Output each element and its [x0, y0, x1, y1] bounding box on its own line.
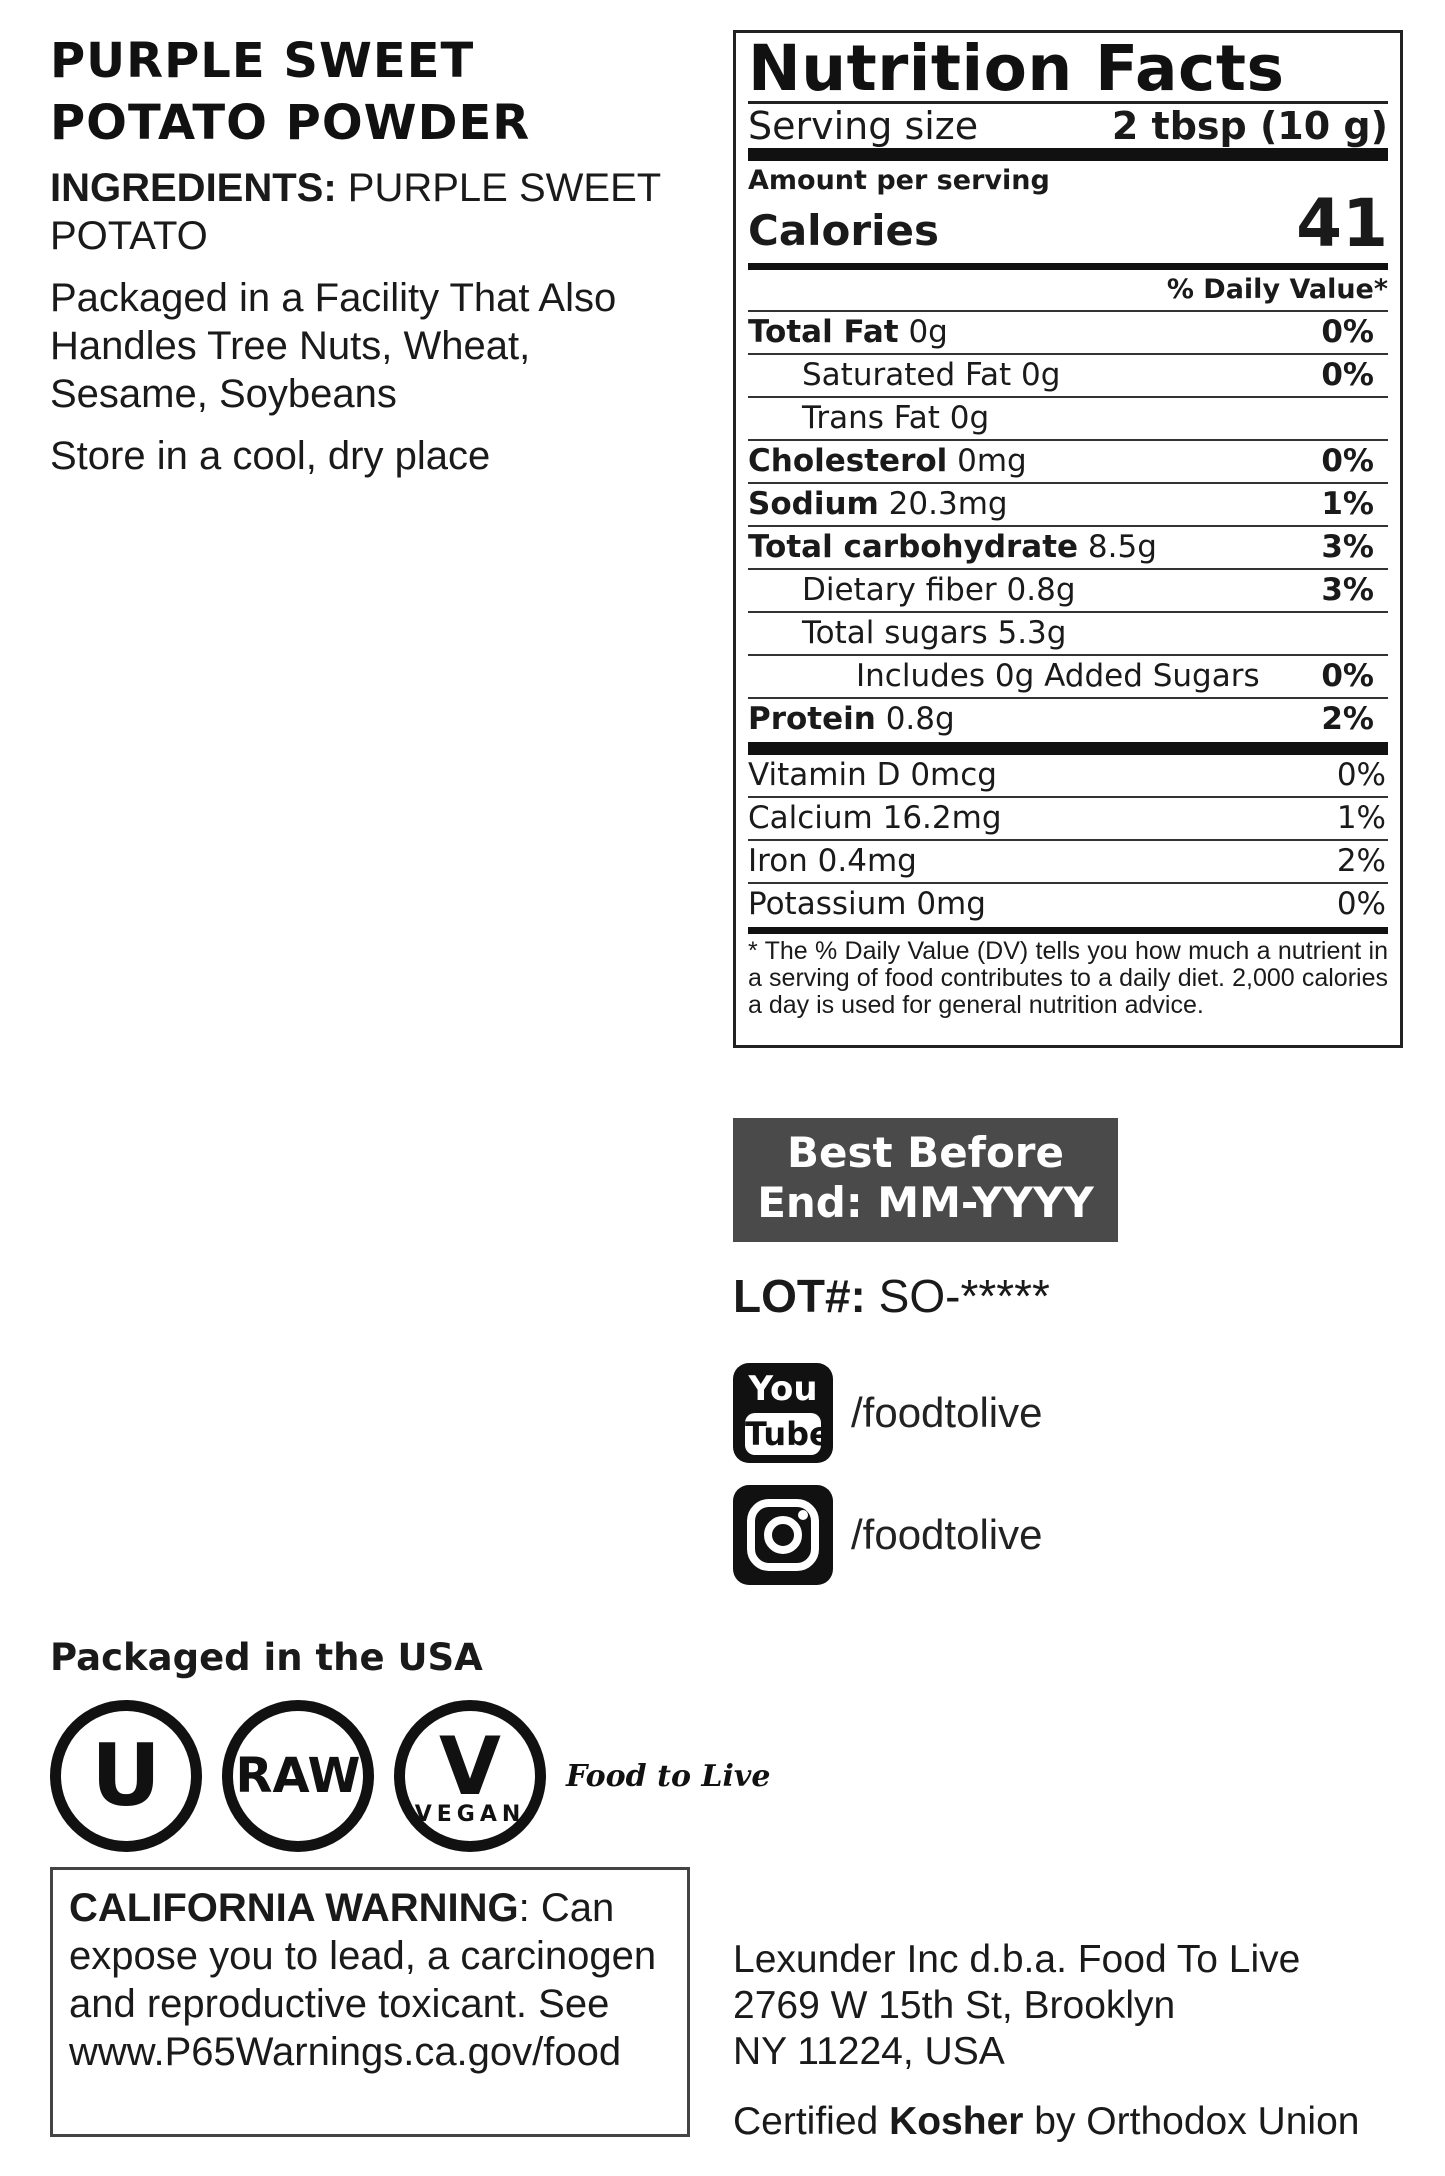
serving-label: Serving size: [748, 104, 979, 148]
nutrient-row: Trans Fat 0g: [748, 398, 1388, 441]
youtube-link[interactable]: [733, 1363, 1042, 1463]
vitamin-row: Iron 0.4mg 2%: [748, 841, 1388, 884]
brand-logo: Food to Live: [566, 1758, 771, 1794]
daily-value-header: % Daily Value*: [1166, 274, 1388, 305]
product-info: [50, 30, 690, 480]
california-warning: CALIFORNIA WARNING: Can expose you to lead, a carcinogen and reproductive toxicant. See www.P65Warnings.ca.gov/food: [50, 1867, 690, 2137]
calories-value: 41: [1296, 185, 1388, 262]
vegan-badge: V VEGAN: [394, 1700, 546, 1852]
ou-kosher-badge: U: [50, 1700, 202, 1852]
nutrition-facts-panel: [733, 30, 1403, 1048]
nutrition-footnote: * The % Daily Value (DV) tells you how much a nutrient in a serving of food contributes to a daily diet. 2,000 calories a day is used for general nutrition advice.: [748, 937, 1388, 1019]
vitamin-row: Vitamin D 0mcg 0%: [748, 755, 1388, 798]
kosher-certification: Certified Kosher by Orthodox Union: [733, 2100, 1360, 2143]
best-before-box: Best Before End: MM-YYYY: [733, 1118, 1118, 1242]
nutrient-row: Protein 0.8g 2%: [748, 701, 1374, 737]
ingredients: [50, 164, 690, 260]
instagram-link[interactable]: [733, 1485, 1042, 1585]
nutrient-row: Total Fat 0g 0%: [748, 312, 1388, 355]
nutrient-row: Sodium 20.3mg 1%: [748, 484, 1388, 527]
storage-instructions: Store in a cool, dry place: [50, 434, 491, 478]
nutrient-row: Cholesterol 0mg 0%: [748, 441, 1388, 484]
nutrient-row: Total carbohydrate 8.5g 3%: [748, 527, 1388, 570]
ingredients-value: PURPLE SWEET POTATO: [50, 166, 661, 258]
nutrient-row: Saturated Fat 0g 0%: [748, 355, 1388, 398]
ingredients-label: INGREDIENTS:: [50, 166, 337, 210]
allergen-note: Packaged in a Facility That Also Handles Tree Nuts, Wheat, Sesame, Soybeans: [50, 276, 617, 416]
calories-label: Calories: [748, 206, 940, 255]
packaged-origin: Packaged in the USA: [50, 1636, 483, 1679]
nutrition-title: Nutrition Facts: [748, 32, 1285, 105]
certification-badges: [50, 1700, 770, 1852]
serving-size: [748, 104, 1388, 148]
product-title: PURPLE SWEET POTATO POWDER: [50, 33, 531, 151]
serving-value: 2 tbsp (10 g): [1111, 104, 1388, 148]
vitamin-row: Potassium 0mg 0%: [748, 886, 1386, 922]
youtube-icon: You Tube: [733, 1363, 833, 1463]
instagram-handle[interactable]: /foodtolive: [851, 1511, 1043, 1558]
lot-number: LOT#: SO-*****: [733, 1270, 1050, 1322]
nutrient-row: Includes 0g Added Sugars 0%: [748, 656, 1388, 699]
instagram-icon: [733, 1485, 833, 1585]
vitamin-row: Calcium 16.2mg 1%: [748, 798, 1388, 841]
raw-badge: RAW: [222, 1700, 374, 1852]
amount-per-serving: Amount per serving: [748, 165, 1050, 196]
calories-row: [748, 185, 1388, 262]
nutrient-row: Total sugars 5.3g: [748, 613, 1388, 656]
youtube-handle[interactable]: /foodtolive: [851, 1389, 1043, 1436]
company-address: Lexunder Inc d.b.a. Food To Live 2769 W 15th St, Brooklyn NY 11224, USA: [733, 1938, 1301, 2073]
nutrient-row: Dietary fiber 0.8g 3%: [748, 570, 1388, 613]
